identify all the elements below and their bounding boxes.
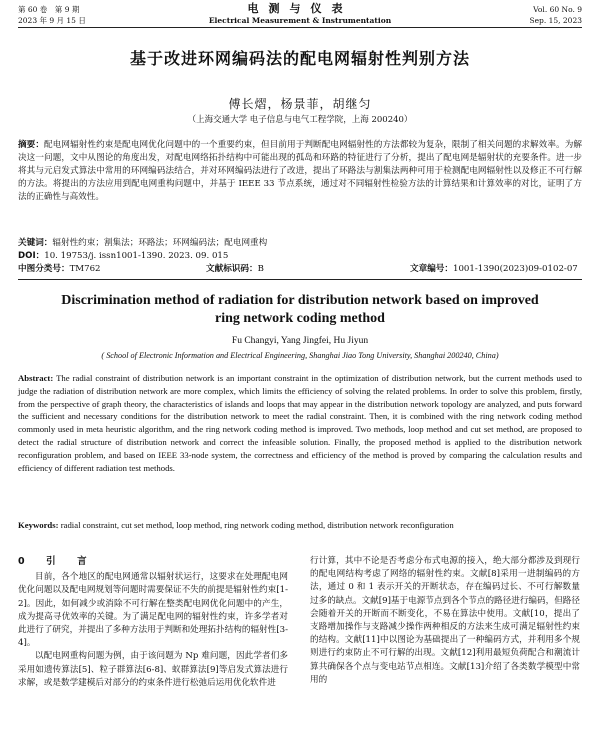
clc-label: 中图分类号： — [18, 264, 70, 274]
keywords-en — [18, 519, 582, 532]
paper-title-en: Discrimination method of radiation for distribution network based on improved ring network coding method — [61, 293, 539, 326]
article-no-value: 1001-1390(2023)09-0102-07 — [452, 264, 578, 274]
authors-cn: 傅长熠，杨景菲，胡继匀 — [228, 97, 372, 111]
affiliation-en: ( School of Electronic Information and Electrical Engineering, Shanghai Jiao Tong University, Shanghai 200240, China) — [101, 351, 499, 360]
abstract-en-text: The radial constraint of distribution network is an important constraint in the optimization of distribution network, but the current methods used to judge the radiation of distribution network are more complex, which limits the efficiency of solving the related problems. In order to solve this problem, firstly, from the perspective of graph theory, the characteristics of islands and loops that may appear in the distribution network topology are analyzed, and puts forward the sufficient and necessary conditions for the distribution network to meet the radial constraint. Then, it is combined with the ring network coding method commonly used in meta heuristic algorithm, and the ring network coding method is improved. Two methods, loop method and cut set method, are proposed to detect the radial structure of distribution network and correct the infeasible solution. Finally, the proposed method is applied to the distribution network reconfiguration problem, and based on IEEE 33-node system, the correctness and efficiency of the method is proved by comparing the calculation results and efficiency of different radiation test methods. — [18, 373, 582, 473]
article-no-label: 文章编号： — [410, 264, 453, 274]
running-header-top — [18, 2, 582, 15]
body-paragraph: 以配电网重构问题为例，由于该问题为 Np 难问题，因此学者们多采用如遗传算法[5]、粒子群算法[6-8]、蚁群算法[9]等启发式算法进行求解，或是数学建模后对部分的约束条件进行松弛后运用优化软件进 — [18, 651, 288, 688]
header-divider — [18, 27, 582, 28]
header-volume-issue: 第 60 卷 第 9 期 — [18, 5, 80, 14]
abstract-cn-text: 配电网辐射性约束是配电网优化问题中的一个重要约束，但目前用于判断配电网辐射性的方法都较为复杂，限制了相关问题的求解效率。为解决这一问题，文中从图论的角度出发，对配电网络拓扑结构中可能出现的孤岛和环路的特征进行了分析，提出了配电网是辐射状的充要条件。进一步将其与元启发式算法中常用的环网编码法结合，并对环网编码法进行了改进，提出了环路法与割集法两种可用于检测配电网辐射性以及修正不可行解的方法。将提出的方法应用到配电网重构问题中，并基于 IEEE 33 节点系统，通过对不同辐射性检验方法的计算结果和计算效率的对比，证明了方法的正确性与高效性。 — [18, 140, 582, 202]
abstract-cn-label: 摘要： — [18, 140, 45, 150]
body-column-left — [18, 555, 288, 690]
keywords-en-label: Keywords: — [18, 520, 59, 530]
clc-value: TM762 — [69, 264, 101, 274]
keywords-cn-label: 关键词： — [18, 238, 53, 248]
running-header-bottom — [18, 16, 582, 26]
abstract-cn — [18, 139, 582, 204]
header-journal-cn: 电测与仪表 — [247, 2, 353, 15]
header-date-cn: 2023 年 9 月 15 日 — [18, 16, 86, 25]
body-paragraph: 目前，各个地区的配电网通常以辐射状运行，这要求在处理配电网优化问题以及配电网规划等问题时需要保证不失的前提是辐射性约束[1-2]。因此，如何减少或消除不可行解在整类配电网优化问题中的产生，成为提高寻优效率的关键。为了满足配电网的辐射性约束，许多学者对此进行了研究，并提出了多种方法用于判断和处理拓扑结构的辐射性[3-4]。 — [18, 572, 288, 649]
affiliation-cn: （上海交通大学 电子信息与电气工程学院，上海 200240） — [187, 115, 413, 125]
body-paragraph: 行计算，其中不论是否考虑分布式电源的接入，绝大部分都涉及到现行的配电网结构考虑了网络的辐射性约束。文献[8]采用一进制编码的方法，通过 0 和 1 表示开关的开断状态，存在编码过长、不可行解数量过多的缺点。文献[9]基于电源节点到各个节点的路径进行编码，但路径会随着开关的开断而不断变化，不易在算法中使用。文献[10，提出了支路增加操作与支路减少操作两种相反的方法来生成可满足辐射性约束的结构。文献[11]中以图论为基础提出了一种编码方式，并利用多个规则进行约束防止不可行解的出现。文献[12]利用最短负荷配合和潮流计算共确保各个点与变电站节点相连。文献[13]介绍了各类数学模型中常用的 — [310, 556, 580, 685]
keywords-cn — [18, 237, 582, 249]
doc-code-value: B — [257, 264, 264, 274]
paper-title-cn: 基于改进环网编码法的配电网辐射性判别方法 — [129, 49, 470, 68]
body-column-right — [310, 555, 580, 687]
keywords-cn-text: 辐射性约束；割集法；环路法；环网编码法；配电网重构 — [52, 238, 268, 248]
header-volume-issue-en: Vol. 60 No. 9 — [533, 5, 582, 14]
doi-line — [18, 250, 582, 262]
doi-value: 10. 19753/j. issn1001-1390. 2023. 09. 015 — [44, 251, 229, 261]
header-journal-en: Electrical Measurement & Instrumentation — [208, 16, 392, 25]
abstract-divider — [18, 279, 582, 280]
header-date-en: Sep. 15, 2023 — [529, 16, 582, 25]
doc-code-label: 文献标识码： — [206, 264, 258, 274]
doi-label: DOI： — [18, 251, 45, 261]
authors-en: Fu Changyi, Yang Jingfei, Hu Jiyun — [231, 336, 369, 346]
abstract-en — [18, 372, 582, 474]
section-heading: 0 引 言 — [18, 556, 93, 567]
keywords-en-text: radial constraint, cut set method, loop method, ring network coding method, distribution network reconfiguration — [60, 520, 454, 530]
abstract-en-label: Abstract: — [18, 373, 54, 383]
